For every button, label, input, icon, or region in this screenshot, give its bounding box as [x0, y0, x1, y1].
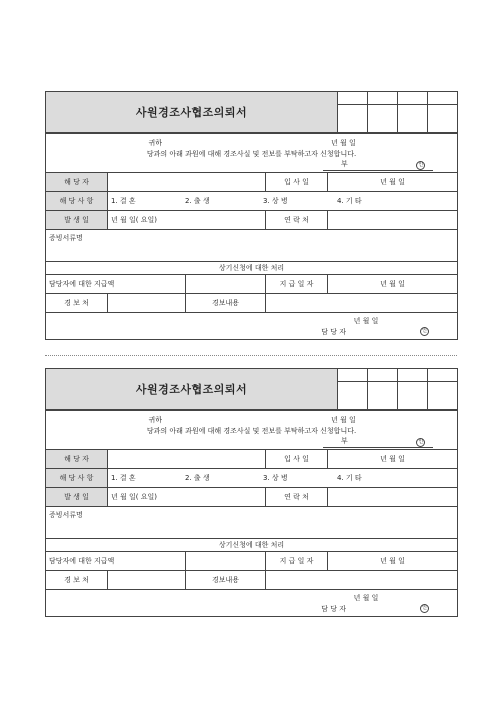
- person-field[interactable]: [108, 173, 266, 192]
- payment-label: 담당자에 대한 지급액: [46, 275, 186, 294]
- occur-date-label: 발 생 일: [46, 488, 108, 507]
- approval-sign-box[interactable]: [428, 382, 458, 410]
- request-date[interactable]: 년 월 일: [331, 415, 356, 424]
- approval-sign-box[interactable]: [398, 382, 428, 410]
- request-body: 당과의 아래 과원에 대해 경조사실 및 전보를 부탁하고자 신청합니다.: [146, 149, 357, 158]
- pay-date-field[interactable]: 년 월 일: [328, 552, 458, 571]
- manager-label: 담 당 자: [321, 604, 347, 613]
- payment-field[interactable]: [186, 552, 266, 571]
- dept-label: 부: [341, 159, 348, 168]
- approval-sign-box[interactable]: [398, 105, 428, 133]
- option-marriage[interactable]: 1. 결 혼: [111, 474, 136, 482]
- process-header: 상기신청에 대한 처리: [46, 539, 458, 552]
- report-content-field[interactable]: [266, 571, 458, 590]
- dept-signature-line[interactable]: [323, 159, 433, 171]
- contact-label: 연 락 처: [266, 488, 328, 507]
- docs-field[interactable]: [46, 507, 458, 539]
- recipient-label: 귀하: [148, 415, 162, 424]
- request-body: 당과의 아래 과원에 대해 경조사실 및 전보를 부탁하고자 신청합니다.: [146, 426, 357, 435]
- form-1: [45, 91, 457, 340]
- approval-box[interactable]: [398, 92, 428, 105]
- report-content-label: 경보내용: [186, 571, 266, 590]
- person-label: 해 당 자: [46, 450, 108, 469]
- seal-icon: 인: [420, 604, 429, 613]
- option-illness[interactable]: 3. 상 병: [263, 197, 288, 205]
- person-field[interactable]: [108, 450, 266, 469]
- form-title: 사원경조사협조의뢰서: [46, 369, 338, 410]
- approval-box[interactable]: [398, 369, 428, 382]
- approval-sign-box[interactable]: [428, 105, 458, 133]
- docs-field[interactable]: [46, 230, 458, 262]
- option-marriage[interactable]: 1. 결 혼: [111, 197, 136, 205]
- process-header: 상기신청에 대한 처리: [46, 262, 458, 275]
- join-date-field[interactable]: 년 월 일: [328, 173, 458, 192]
- request-block: [46, 134, 458, 173]
- manager-block: [46, 590, 458, 617]
- option-other[interactable]: 4. 기 타: [337, 474, 362, 482]
- approval-box[interactable]: [428, 92, 458, 105]
- matter-label: 해 당 사 항: [46, 469, 108, 488]
- report-label: 경 보 처: [46, 294, 108, 313]
- report-content-label: 경보내용: [186, 294, 266, 313]
- approval-sign-box[interactable]: [338, 382, 368, 410]
- manager-block: [46, 313, 458, 340]
- seal-icon: 인: [420, 327, 429, 336]
- pay-date-label: 지 급 일 자: [266, 275, 328, 294]
- join-date-label: 입 사 일: [266, 450, 328, 469]
- final-date[interactable]: 년 월 일: [353, 593, 379, 602]
- report-field[interactable]: [108, 294, 186, 313]
- approval-box[interactable]: [428, 369, 458, 382]
- approval-box[interactable]: [368, 92, 398, 105]
- option-birth[interactable]: 2. 출 생: [185, 197, 210, 205]
- body-table: [45, 410, 458, 617]
- approval-sign-box[interactable]: [368, 382, 398, 410]
- form-title: 사원경조사협조의뢰서: [46, 92, 338, 133]
- contact-label: 연 락 처: [266, 211, 328, 230]
- report-label: 경 보 처: [46, 571, 108, 590]
- header-table: [45, 91, 458, 133]
- seal-icon: 인: [416, 438, 425, 447]
- option-other[interactable]: 4. 기 타: [337, 197, 362, 205]
- approval-box[interactable]: [338, 92, 368, 105]
- request-date[interactable]: 년 월 일: [331, 138, 356, 147]
- payment-label: 담당자에 대한 지급액: [46, 552, 186, 571]
- join-date-field[interactable]: 년 월 일: [328, 450, 458, 469]
- matter-label: 해 당 사 항: [46, 192, 108, 211]
- dept-signature-line[interactable]: [323, 436, 433, 448]
- body-table: [45, 133, 458, 340]
- cut-line: [45, 355, 457, 356]
- manager-label: 담 당 자: [321, 327, 347, 336]
- occur-date-label: 발 생 일: [46, 211, 108, 230]
- occur-date-field[interactable]: 년 월 일( 요일): [108, 488, 266, 507]
- report-content-field[interactable]: [266, 294, 458, 313]
- matter-options: [108, 469, 458, 488]
- contact-field[interactable]: [328, 211, 458, 230]
- recipient-label: 귀하: [148, 138, 162, 147]
- approval-sign-box[interactable]: [368, 105, 398, 133]
- form-2: [45, 368, 457, 617]
- request-block: [46, 411, 458, 450]
- docs-label: 증빙서류명: [49, 511, 83, 519]
- contact-field[interactable]: [328, 488, 458, 507]
- person-label: 해 당 자: [46, 173, 108, 192]
- matter-options: [108, 192, 458, 211]
- approval-box[interactable]: [368, 369, 398, 382]
- occur-date-field[interactable]: 년 월 일( 요일): [108, 211, 266, 230]
- docs-label: 증빙서류명: [49, 234, 83, 242]
- seal-icon: 인: [416, 161, 425, 170]
- report-field[interactable]: [108, 571, 186, 590]
- pay-date-label: 지 급 일 자: [266, 552, 328, 571]
- payment-field[interactable]: [186, 275, 266, 294]
- approval-box[interactable]: [338, 369, 368, 382]
- final-date[interactable]: 년 월 일: [353, 316, 379, 325]
- option-birth[interactable]: 2. 출 생: [185, 474, 210, 482]
- approval-sign-box[interactable]: [338, 105, 368, 133]
- join-date-label: 입 사 일: [266, 173, 328, 192]
- option-illness[interactable]: 3. 상 병: [263, 474, 288, 482]
- dept-label: 부: [341, 436, 348, 445]
- header-table: [45, 368, 458, 410]
- pay-date-field[interactable]: 년 월 일: [328, 275, 458, 294]
